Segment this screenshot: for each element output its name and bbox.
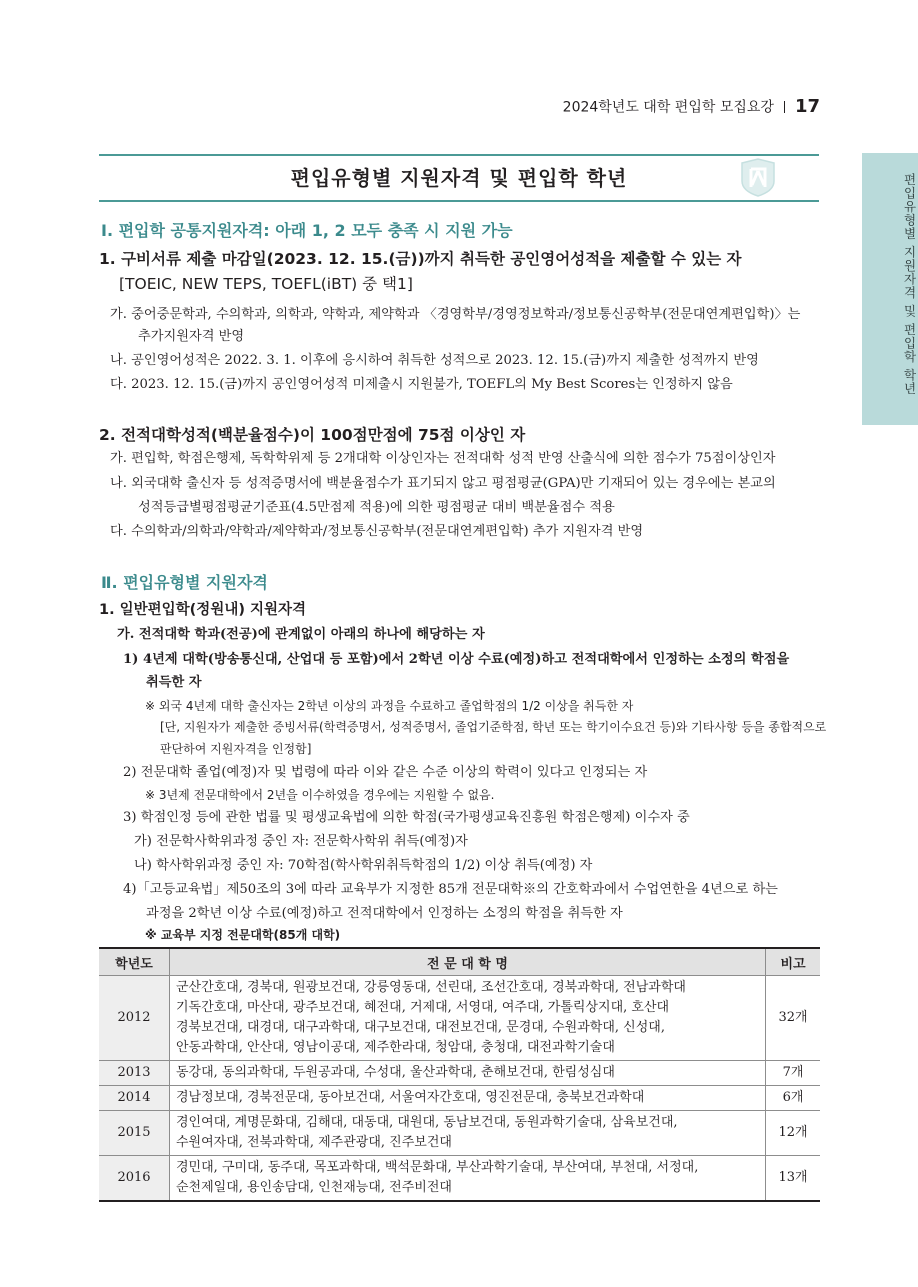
- note-2: ※ 3년제 전문대학에서 2년을 이수하였을 경우에는 지원할 수 없음.: [145, 788, 495, 802]
- col-note: 비고: [766, 948, 821, 976]
- row-year: 2016: [99, 1156, 170, 1202]
- row-count: 32개: [766, 976, 821, 1061]
- table-row: [99, 1156, 820, 1202]
- college-line: 경민대, 구미대, 동주대, 목포과학대, 백석문화대, 부산과학기술대, 부산여대, 부천대, 서정대,: [176, 1160, 699, 1175]
- row-colleges: [170, 1111, 766, 1156]
- college-line: 동강대, 동의과학대, 두원공과대, 수성대, 울산과학대, 춘해보건대, 한림성심대: [176, 1065, 615, 1080]
- side-tab-label: 편입유형별 지원자격 및 편입학 학년: [902, 173, 917, 396]
- table-header-row: [99, 948, 820, 976]
- note-4: ※ 교육부 지정 전문대학(85개 대학): [145, 928, 341, 942]
- req-1-heading: 1. 구비서류 제출 마감일(2023. 12. 15.(금))까지 취득한 공인영어성적을 제출할 수 있는 자: [99, 250, 742, 268]
- req-1-ga-line2: 추가지원자격 반영: [138, 329, 245, 344]
- page-header: [563, 96, 820, 117]
- cond-4-line2: 과정을 2학년 이상 수료(예정)하고 전적대학에서 인정하는 소정의 학점을 취득한 자: [146, 906, 623, 921]
- table-row: [99, 1061, 820, 1086]
- table-row: [99, 1111, 820, 1156]
- row-count: 13개: [766, 1156, 821, 1202]
- college-line: 기독간호대, 마산대, 광주보건대, 혜전대, 거제대, 서영대, 여주대, 가톨릭상지대, 호산대: [176, 1000, 670, 1015]
- college-line: 경북보건대, 대경대, 대구과학대, 대구보건대, 대전보건대, 문경대, 수원과학대, 신성대,: [176, 1020, 665, 1035]
- page-title: 편입유형별 지원자격 및 편입학 학년: [290, 166, 628, 190]
- title-bar: [99, 154, 819, 202]
- college-line: 수원여자대, 전북과학대, 제주관광대, 진주보건대: [176, 1135, 452, 1150]
- college-line: 군산간호대, 경북대, 원광보건대, 강릉영동대, 선린대, 조선간호대, 경북과학대, 전남과학대: [176, 980, 686, 995]
- req-2-ga: 가. 편입학, 학점은행제, 독학학위제 등 2개대학 이상인자는 전적대학 성적 반영 산출식에 의한 점수가 75점이상인자: [110, 451, 776, 466]
- cond-3-na: 나) 학사학위과정 중인 자: 70학점(학사학위취득학점의 1/2) 이상 취득(예정) 자: [134, 858, 593, 873]
- req-1-ga-line1: 가. 중어중문학과, 수의학과, 의학과, 약학과, 제약학과 〈경영학부/경영정보학과/정보통신공학부(전문대연계편입학)〉는: [110, 307, 801, 322]
- row-colleges: [170, 1061, 766, 1086]
- side-tab: [862, 153, 918, 425]
- row-year: 2015: [99, 1111, 170, 1156]
- table-row: [99, 976, 820, 1061]
- page-number: 17: [794, 96, 820, 117]
- college-line: 안동과학대, 안산대, 영남이공대, 제주한라대, 청암대, 충청대, 대전과학기술대: [176, 1040, 615, 1055]
- req-2-heading: 2. 전적대학성적(백분율점수)이 100점만점에 75점 이상인 자: [99, 426, 526, 444]
- cond-3-ga: 가) 전문학사학위과정 중인 자: 전문학사학위 취득(예정)자: [134, 834, 468, 849]
- general-ga: 가. 전적대학 학과(전공)에 관계없이 아래의 하나에 해당하는 자: [117, 627, 485, 642]
- general-transfer-heading: 1. 일반편입학(정원내) 지원자격: [99, 602, 307, 618]
- req-2-na-line2: 성적등급별평점평균기준표(4.5만점제 적용)에 의한 평점평균 대비 백분율점수 적용: [138, 500, 615, 515]
- row-colleges: [170, 1086, 766, 1111]
- college-table: [99, 947, 820, 1202]
- row-count: 7개: [766, 1061, 821, 1086]
- college-line: 순천제일대, 용인송담대, 인천재능대, 전주비전대: [176, 1180, 452, 1195]
- req-2-da: 다. 수의학과/의학과/약학과/제약학과/정보통신공학부(전문대연계편입학) 추가 지원자격 반영: [110, 524, 644, 539]
- req-1-da: 다. 2023. 12. 15.(금)까지 공인영어성적 미제출시 지원불가, TOEFL의 My Best Scores는 인정하지 않음: [110, 377, 733, 392]
- row-year: 2012: [99, 976, 170, 1061]
- section-2-title: Ⅱ. 편입유형별 지원자격: [101, 573, 268, 592]
- row-colleges: [170, 976, 766, 1061]
- note-1-line1: ※ 외국 4년제 대학 출신자는 2학년 이상의 과정을 수료하고 졸업학점의 1/2 이상을 취득한 자: [145, 699, 634, 713]
- college-line: 경남정보대, 경북전문대, 동아보건대, 서울여자간호대, 영진전문대, 충북보건과학대: [176, 1090, 645, 1105]
- cond-2: 2) 전문대학 졸업(예정)자 및 법령에 따라 이와 같은 수준 이상의 학력이 있다고 인정되는 자: [123, 765, 648, 780]
- row-year: 2014: [99, 1086, 170, 1111]
- cond-4-line1: 4)「고등교육법」제50조의 3에 따라 교육부가 지정한 85개 전문대학※의 간호학과에서 수업연한을 4년으로 하는: [123, 882, 778, 897]
- cond-3: 3) 학점인정 등에 관한 법률 및 평생교육법에 의한 학점(국가평생교육진흥원 학점은행제) 이수자 중: [123, 810, 690, 825]
- req-2-na-line1: 나. 외국대학 출신자 등 성적증명서에 백분율점수가 표기되지 않고 평점평균(GPA)만 기재되어 있는 경우에는 본교의: [110, 476, 776, 491]
- header-title: 2024학년도 대학 편입학 모집요강: [562, 99, 774, 116]
- cond-1-line2: 취득한 자: [146, 675, 202, 690]
- table-row: [99, 1086, 820, 1111]
- note-1-line3: 판단하여 지원자격을 인정함]: [160, 742, 312, 756]
- row-year: 2013: [99, 1061, 170, 1086]
- row-count: 12개: [766, 1111, 821, 1156]
- row-colleges: [170, 1156, 766, 1202]
- cond-1-line1: 1) 4년제 대학(방송통신대, 산업대 등 포함)에서 2학년 이상 수료(예정)하고 전적대학에서 인정하는 소정의 학점을: [123, 652, 790, 667]
- col-college: 전 문 대 학 명: [170, 948, 766, 976]
- col-year: 학년도: [99, 948, 170, 976]
- section-1-title: Ⅰ. 편입학 공통지원자격: 아래 1, 2 모두 충족 시 지원 가능: [101, 221, 513, 240]
- row-count: 6개: [766, 1086, 821, 1111]
- university-emblem-icon: [738, 157, 778, 197]
- header-divider: [784, 101, 785, 113]
- college-line: 경인여대, 계명문화대, 김해대, 대동대, 대원대, 동남보건대, 동원과학기술대, 삼육보건대,: [176, 1115, 678, 1130]
- note-1-line2: [단, 지원자가 제출한 증빙서류(학력증명서, 성적증명서, 졸업기준학점, 학년 또는 학기이수요건 등)와 기타사항 등을 종합적으로: [160, 720, 827, 734]
- req-1-tests: [TOEIC, NEW TEPS, TOEFL(iBT) 중 택1]: [119, 275, 413, 293]
- req-1-na: 나. 공인영어성적은 2022. 3. 1. 이후에 응시하여 취득한 성적으로 2023. 12. 15.(금)까지 제출한 성적까지 반영: [110, 353, 759, 368]
